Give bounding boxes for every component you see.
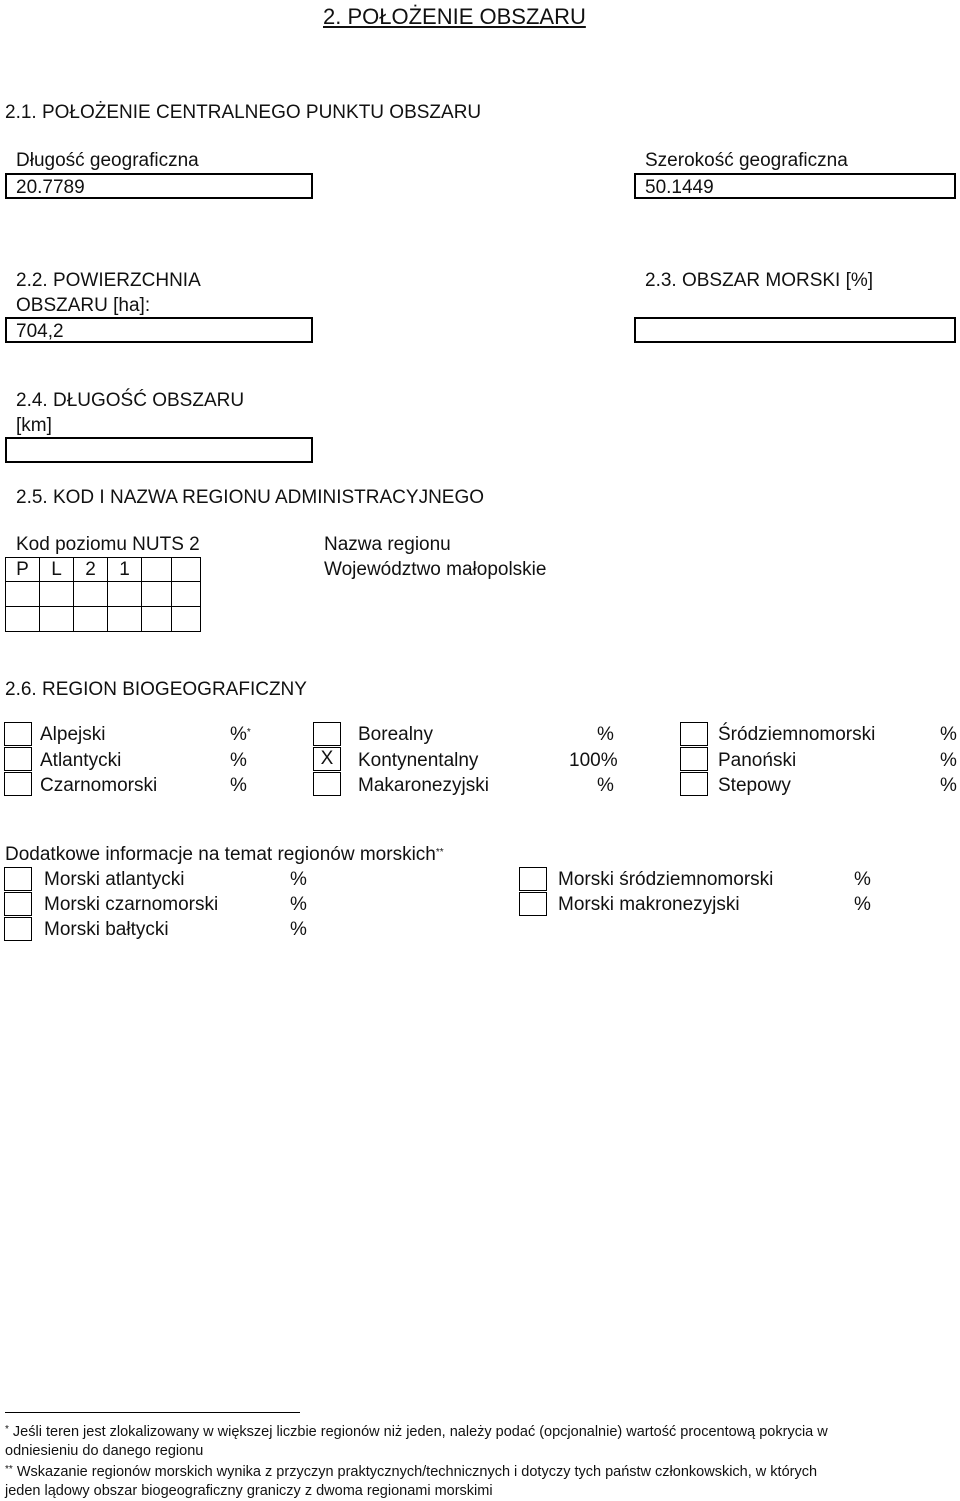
longitude-label: Długość geograficzna xyxy=(16,150,199,171)
pct-czarnomorski: % xyxy=(230,775,247,796)
pct-morski-baltycki: % xyxy=(290,919,307,940)
pct-morski-czarnomorski: % xyxy=(290,894,307,915)
pct-srodziemnomorski: % xyxy=(940,724,957,745)
nuts-cell[interactable] xyxy=(141,557,172,582)
section-2-2-heading-line2: OBSZARU [ha]: xyxy=(16,295,151,316)
nuts-cell[interactable] xyxy=(107,606,142,632)
section-2-1-heading: 2.1. POŁOŻENIE CENTRALNEGO PUNKTU OBSZARU xyxy=(5,102,482,123)
nuts-cell[interactable]: 2 xyxy=(73,557,108,582)
section-2-5-heading: 2.5. KOD I NAZWA REGIONU ADMINISTRACYJNEGO xyxy=(16,487,485,508)
label-makaronezyjski: Makaronezyjski xyxy=(358,775,489,796)
region-name-value: Województwo małopolskie xyxy=(324,559,547,580)
footnote-2-line1: ** Wskazanie regionów morskich wynika z przyczyn praktycznych/technicznych i dotyczy tych państw członkowskich, w których xyxy=(5,1464,818,1480)
nuts-cell[interactable] xyxy=(171,606,201,632)
section-2-4-heading-line2: [km] xyxy=(16,415,52,436)
label-srodziemnomorski: Śródziemnomorski xyxy=(718,724,876,745)
label-czarnomorski: Czarnomorski xyxy=(40,775,158,796)
pct-panonski: % xyxy=(940,750,957,771)
length-field[interactable] xyxy=(5,437,313,463)
nuts-cell[interactable] xyxy=(141,606,172,632)
label-panonski: Panoński xyxy=(718,750,797,771)
checkbox-stepowy[interactable] xyxy=(680,772,708,796)
pct-morski-makronezyjski: % xyxy=(854,894,871,915)
pct-morski-atlantycki: % xyxy=(290,869,307,890)
pct-borealny: % xyxy=(597,724,614,745)
checkbox-makaronezyjski[interactable] xyxy=(313,772,341,796)
nuts-cell[interactable] xyxy=(141,581,172,607)
checkbox-alpejski[interactable] xyxy=(4,722,32,746)
pct-kontynentalny: 100% xyxy=(569,750,618,771)
checkbox-atlantycki[interactable] xyxy=(4,747,32,771)
nuts-cell[interactable]: 1 xyxy=(107,557,142,582)
label-morski-srodziemnomorski: Morski śródziemnomorski xyxy=(558,869,774,890)
checkbox-kontynentalny[interactable]: X xyxy=(313,747,341,771)
marine-area-field[interactable] xyxy=(634,317,956,343)
checkbox-morski-atlantycki[interactable] xyxy=(4,867,32,891)
nuts-cell[interactable] xyxy=(171,557,201,582)
section-2-2-heading-line1: 2.2. POWIERZCHNIA xyxy=(16,270,201,291)
label-borealny: Borealny xyxy=(358,724,433,745)
nuts-cell[interactable] xyxy=(5,606,40,632)
checkbox-morski-czarnomorski[interactable] xyxy=(4,892,32,916)
footnote-1-line2: odniesieniu do danego regionu xyxy=(5,1443,204,1459)
footnote-divider xyxy=(5,1412,300,1413)
nuts-cell[interactable] xyxy=(39,581,74,607)
nuts-cell[interactable] xyxy=(73,581,108,607)
pct-alpejski: %* xyxy=(230,724,251,745)
label-kontynentalny: Kontynentalny xyxy=(358,750,479,771)
checkbox-panonski[interactable] xyxy=(680,747,708,771)
nuts-cell[interactable]: L xyxy=(39,557,74,582)
footnote-1-line1: * Jeśli teren jest zlokalizowany w większej liczbie regionów niż jeden, należy podać (opcjonalnie) wartość procentową pokrycia w xyxy=(5,1424,828,1440)
checkbox-morski-srodziemnomorski[interactable] xyxy=(519,867,547,891)
checkbox-morski-baltycki[interactable] xyxy=(4,917,32,941)
longitude-field[interactable] xyxy=(5,173,313,199)
pct-makaronezyjski: % xyxy=(597,775,614,796)
pct-atlantycki: % xyxy=(230,750,247,771)
footnote-2-line2: jeden lądowy obszar biogeograficzny graniczy z dwoma regionami morskimi xyxy=(5,1483,493,1499)
label-atlantycki: Atlantycki xyxy=(40,750,122,771)
section-2-3-heading: 2.3. OBSZAR MORSKI [%] xyxy=(645,270,874,291)
nuts-cell[interactable] xyxy=(73,606,108,632)
nuts-label: Kod poziomu NUTS 2 xyxy=(16,534,200,555)
label-morski-makronezyjski: Morski makronezyjski xyxy=(558,894,740,915)
section-2-4-heading-line1: 2.4. DŁUGOŚĆ OBSZARU xyxy=(16,390,245,411)
latitude-label: Szerokość geograficzna xyxy=(645,150,848,171)
nuts-cell[interactable] xyxy=(39,606,74,632)
pct-morski-srodziemnomorski: % xyxy=(854,869,871,890)
label-morski-atlantycki: Morski atlantycki xyxy=(44,869,185,890)
nuts-code-grid xyxy=(5,557,201,633)
label-morski-czarnomorski: Morski czarnomorski xyxy=(44,894,219,915)
nuts-cell[interactable]: P xyxy=(5,557,40,582)
pct-stepowy: % xyxy=(940,775,957,796)
region-name-label: Nazwa regionu xyxy=(324,534,451,555)
checkbox-borealny[interactable] xyxy=(313,722,341,746)
latitude-value: 50.1449 xyxy=(645,177,714,198)
section-2-6-heading: 2.6. REGION BIOGEOGRAFICZNY xyxy=(5,679,307,700)
label-stepowy: Stepowy xyxy=(718,775,791,796)
marine-heading: Dodatkowe informacje na temat regionów morskich** xyxy=(5,844,444,865)
label-morski-baltycki: Morski bałtycki xyxy=(44,919,169,940)
latitude-field[interactable] xyxy=(634,173,956,199)
page-title: 2. POŁOŻENIE OBSZARU xyxy=(323,4,586,29)
nuts-cell[interactable] xyxy=(107,581,142,607)
area-field[interactable] xyxy=(5,317,313,343)
longitude-value: 20.7789 xyxy=(16,177,85,198)
area-value: 704,2 xyxy=(16,321,64,342)
checkbox-czarnomorski[interactable] xyxy=(4,772,32,796)
checkbox-morski-makronezyjski[interactable] xyxy=(519,892,547,916)
checkbox-srodziemnomorski[interactable] xyxy=(680,722,708,746)
label-alpejski: Alpejski xyxy=(40,724,106,745)
nuts-cell[interactable] xyxy=(5,581,40,607)
nuts-cell[interactable] xyxy=(171,581,201,607)
